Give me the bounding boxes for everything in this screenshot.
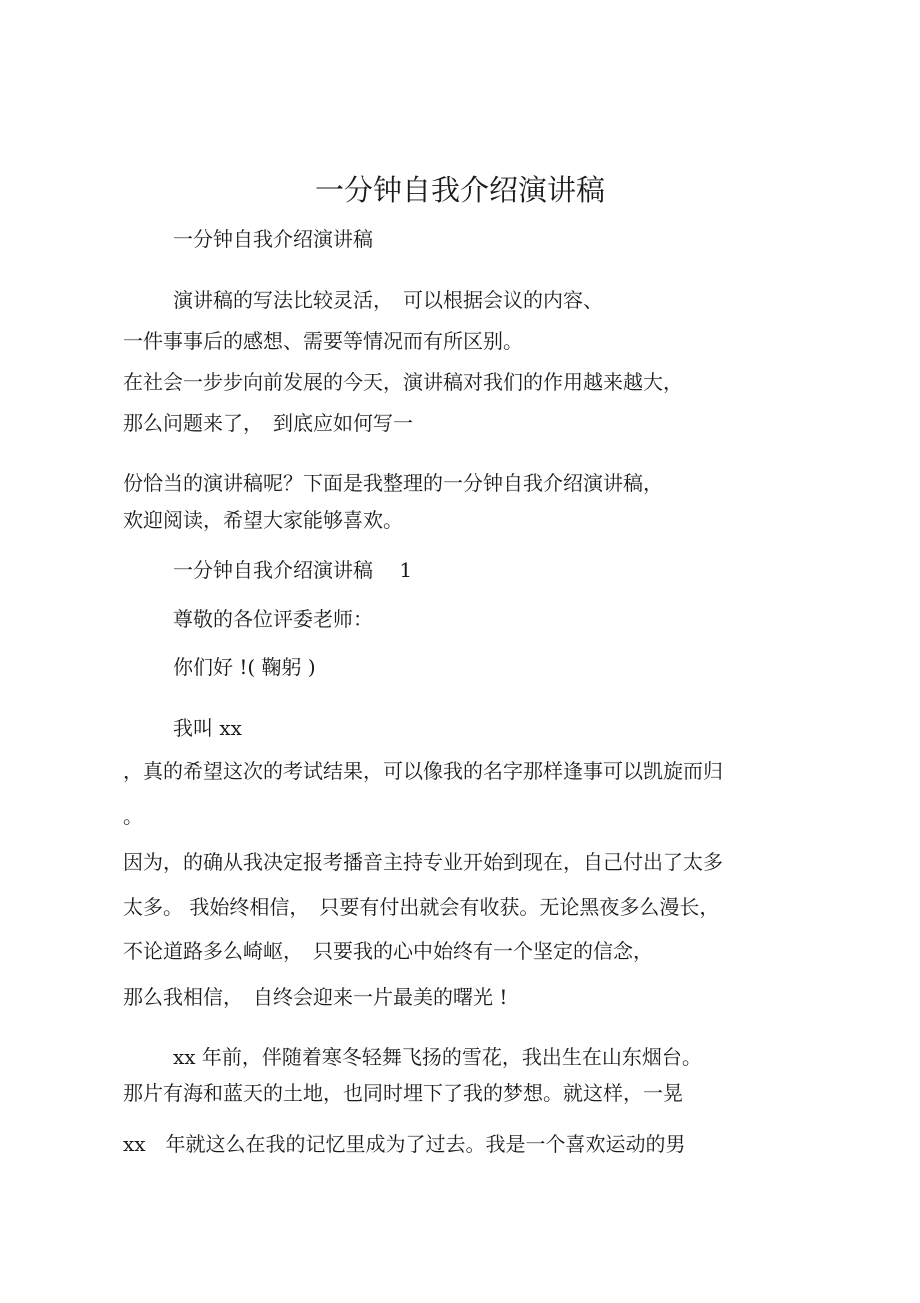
subtitle-line: 一分钟自我介绍演讲稿 xyxy=(173,227,373,251)
text-line: 尊敬的各位评委老师： xyxy=(173,607,373,631)
text-line: 不论道路多么崎岖， 只要我的心中始终有一个坚定的信念， xyxy=(123,939,653,963)
text-line: 我叫 xx xyxy=(173,716,242,740)
text-line: 欢迎阅读，希望大家能够喜欢。 xyxy=(123,508,403,532)
document-title: 一分钟自我介绍演讲稿 xyxy=(314,173,605,207)
text-line: 太多。 我始终相信， 只要有付出就会有收获。无论黑夜多么漫长， xyxy=(123,895,720,919)
text-line: 。 xyxy=(123,804,143,828)
text-line: 份恰当的演讲稿呢？下面是我整理的一分钟自我介绍演讲稿， xyxy=(123,471,663,495)
text-line: 那么问题来了， 到底应如何写一 xyxy=(123,411,413,435)
text-line: 因为，的确从我决定报考播音主持专业开始到现在，自己付出了太多 xyxy=(123,850,723,874)
text-line: 你们好 !( 鞠躬 ) xyxy=(173,655,316,679)
text-line: 那么我相信， 自终会迎来一片最美的曙光 ! xyxy=(123,985,508,1009)
text-line: ，真的希望这次的考试结果，可以像我的名字那样逢事可以凯旋而归 xyxy=(123,759,723,783)
text-line: 演讲稿的写法比较灵活， 可以根据会议的内容、 xyxy=(173,288,603,312)
text-line: 一件事事后的感想、需要等情况而有所区别。 xyxy=(123,329,523,353)
section-heading: 一分钟自我介绍演讲稿 1 xyxy=(173,558,413,582)
text-line: xx 年就这么在我的记忆里成为了过去。我是一个喜欢运动的男 xyxy=(123,1132,686,1156)
text-line: 那片有海和蓝天的土地，也同时埋下了我的梦想。就这样，一晃 xyxy=(123,1081,683,1105)
text-line: xx 年前，伴随着寒冬轻舞飞扬的雪花，我出生在山东烟台。 xyxy=(173,1045,702,1069)
text-line: 在社会一步步向前发展的今天，演讲稿对我们的作用越来越大， xyxy=(123,370,683,394)
